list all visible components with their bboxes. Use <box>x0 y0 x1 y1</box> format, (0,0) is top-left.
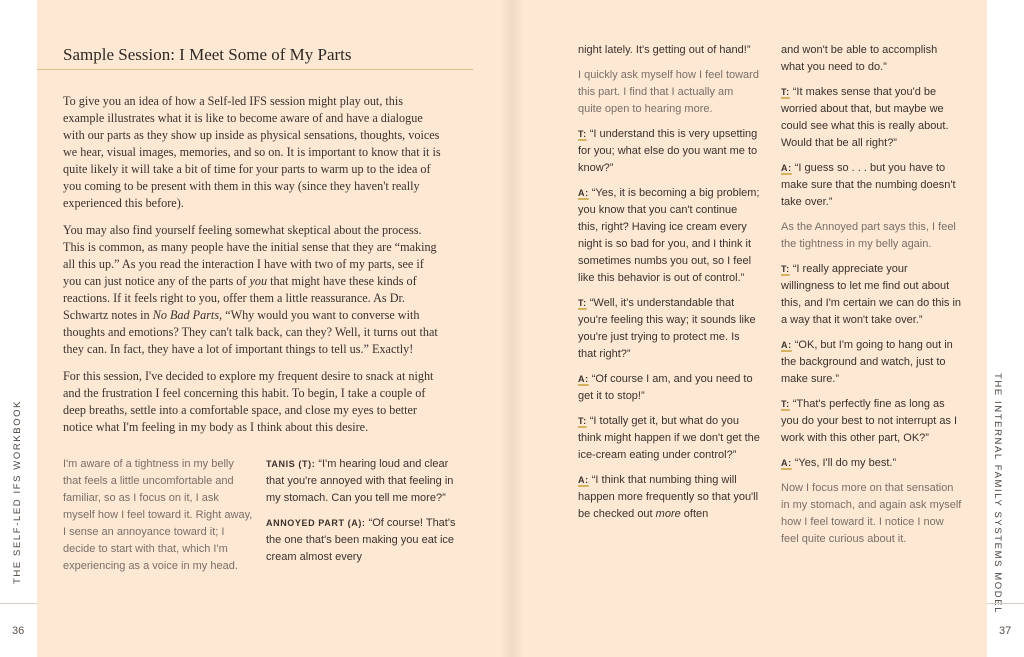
dialogue-text: “I totally get it, but what do you think might happen if we don't get the ice-cream eating under control?” <box>578 415 760 461</box>
dialogue-continuation: and won't be able to accomplish what you need to do.” <box>781 44 938 73</box>
speaker-label: T: <box>578 298 587 308</box>
speaker-label: A: <box>781 163 792 173</box>
speaker-label: A: <box>578 475 589 485</box>
intro-paragraph: To give you an idea of how a Self-led IFS session might play out, this example illustrates what it is like to become aware of and have a dialogue with our parts as they show up inside as physical sensations, thoughts, voices we hear, visual images, memories, and so on. It is important to know that it is quite likely it will take a bit of time for your parts to warm up to the idea of you coming to be present with them in this way (since they haven't really experienced this before). <box>63 94 441 210</box>
paragraph-text: that might have these kinds of reactions. If it feels right to you, offer them a little reassurance. As Dr. Schwartz notes in <box>63 274 417 322</box>
dialogue-line-tanis <box>266 456 456 507</box>
dialogue-line-annoyed-part <box>266 515 456 566</box>
dialogue-column-2 <box>266 456 456 574</box>
title-divider <box>37 69 473 70</box>
paragraph-text: You may also find yourself feeling somewhat skeptical about the process. This is common, as many people have the initial sense that they are “making all this up.” As you read the interaction I have with two of my parts, see if you can just notice any of the parts of <box>63 223 437 288</box>
speaker-label: T: <box>578 416 587 426</box>
dialogue-text: “It makes sense that you'd be worried about that, but maybe we could see what this is really about. Would that be all right?” <box>781 86 949 149</box>
narration: I quickly ask myself how I feel toward this part. I find that I actually am quite open to hearing more. <box>578 69 759 115</box>
dialogue-line-tanis <box>578 126 760 177</box>
dialogue-text: “I understand this is very upsetting for you; what else do you want me to know?” <box>578 128 758 174</box>
dialogue-text: “I guess so . . . but you have to make sure that the numbing doesn't take over.” <box>781 162 956 208</box>
dialogue-line-tanis <box>781 84 963 152</box>
running-head-right: THE INTERNAL FAMILY SYSTEMS MODEL <box>992 373 1003 615</box>
speaker-label: A: <box>578 374 589 384</box>
dialogue-column-3 <box>578 42 760 531</box>
dialogue-column-4 <box>781 42 963 556</box>
session-setup-paragraph: For this session, I've decided to explore my frequent desire to snack at night and the frustration I feel concerning this habit. To begin, I take a couple of deep breaths, settle into a comfortable space, and close my eyes to better notice what I'm feeling in my body as I think about this desire. <box>63 369 434 434</box>
folio-rule-left <box>0 603 37 604</box>
skeptical-paragraph <box>63 222 445 358</box>
book-gutter <box>500 0 524 657</box>
speaker-label: A: <box>781 340 792 350</box>
book-title-no-bad-parts: No Bad Parts <box>152 308 220 322</box>
emphasis-you: you <box>249 274 268 288</box>
dialogue-line-tanis <box>781 396 963 447</box>
speaker-label: T: <box>781 399 790 409</box>
dialogue-text: “Yes, I'll do my best.” <box>791 457 897 469</box>
dialogue-text: “Of course! That's the one that's been making you eat ice cream almost every <box>266 517 456 563</box>
narration: As the Annoyed part says this, I feel the tightness in my belly again. <box>781 221 956 250</box>
page-number-left: 36 <box>12 625 25 637</box>
speaker-label: T: <box>781 87 790 97</box>
dialogue-line-annoyed-part <box>578 371 760 405</box>
narration: Now I focus more on that sensation in my stomach, and again ask myself how I feel toward it. I notice I now feel quite curious about it. <box>781 482 962 545</box>
dialogue-line-annoyed-part <box>781 160 963 211</box>
speaker-label: A: <box>781 458 792 468</box>
dialogue-line-annoyed-part <box>781 337 963 388</box>
dialogue-line-tanis <box>578 413 760 464</box>
dialogue-text: “I think that numbing thing will happen more frequently so that you'll be checked out <box>578 474 759 520</box>
dialogue-text: “Well, it's understandable that you're feeling this way; it sounds like you're just trying to protect me. Is that right?” <box>578 297 756 360</box>
dialogue-column-1 <box>63 456 253 583</box>
dialogue-text: often <box>680 508 709 520</box>
dialogue-text: “I'm hearing loud and clear that you're annoyed with that feeling in my stomach. Can you tell me more?” <box>266 458 454 504</box>
dialogue-continuation: night lately. It's getting out of hand!” <box>578 44 751 56</box>
dialogue-text: “OK, but I'm going to hang out in the background and watch, just to make sure.” <box>781 339 953 385</box>
speaker-label: T: <box>781 264 790 274</box>
dialogue-text: “Of course I am, and you need to get it to stop!” <box>578 373 753 402</box>
speaker-label: A: <box>578 188 589 198</box>
page-number-right: 37 <box>999 625 1012 637</box>
dialogue-line-annoyed-part <box>578 472 760 523</box>
paragraph-text: , “Why would you want to converse with thoughts and emotions? They can't talk back, can they? Well, it turns out that they can. In fact, they have a lot of important things to tell us.” Exactly! <box>63 308 438 356</box>
dialogue-line-tanis <box>578 295 760 363</box>
emphasis-more: more <box>655 508 681 520</box>
narration: I'm aware of a tightness in my belly that feels a little uncomfortable and familiar, so as I focus on it, I ask myself how I feel toward it. Right away, I sense an annoyance toward it; I decide to start with that, which I'm experiencing as a voice in my head. <box>63 458 253 572</box>
folio-rule-right <box>987 603 1024 604</box>
speaker-label: ANNOYED PART (A): <box>266 518 366 528</box>
running-head-left: THE SELF-LED IFS WORKBOOK <box>12 399 23 584</box>
dialogue-text: “That's perfectly fine as long as you do your best to not interrupt as I work with this other part, OK?” <box>781 398 958 444</box>
dialogue-text: “Yes, it is becoming a big problem; you know that you can't continue this, right? Having ice cream every night is so bad for you, and I think it sometimes numbs you out, so I feel like this behavior is out of control.” <box>578 187 760 284</box>
section-title: Sample Session: I Meet Some of My Parts <box>63 45 352 64</box>
dialogue-text: “I really appreciate your willingness to let me find out about this, and I'm certain we can do this in a way that it won't take over.” <box>781 263 962 326</box>
speaker-label: TANIS (T): <box>266 459 316 469</box>
dialogue-line-annoyed-part <box>781 455 963 472</box>
speaker-label: T: <box>578 129 587 139</box>
dialogue-line-annoyed-part <box>578 185 760 287</box>
dialogue-line-tanis <box>781 261 963 329</box>
